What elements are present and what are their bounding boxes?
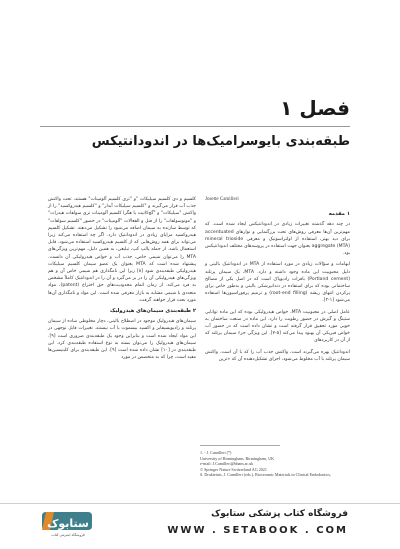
paragraph: عامل اصلی در محبوبیت MTA، خواص هیدرولیکی بوده که این ماده توانایی ستینگ و گیرش در حضور رطوبت را دارد. این ماده در صنعت ساختمان به خوبی مورد تحقیق قرار گرفته است و نشان داده است که در حضور آب خواص فیزیکی آن بهبود پیدا می‌کند [۵-۷]. این ویژگی جزء سیمان پرتلند که از آن در کاربردهای xyxy=(205,309,351,344)
right-column xyxy=(205,196,350,367)
paragraph: اندودانتیک بهره می‌گیرند است، واکنش جذب آب را که با آن است. واکنش سیمان پرتلند با آب مخلوط می‌شود، اجزای تشکیل‌دهنده آن که ‌‌‌«ترین xyxy=(205,349,350,362)
footer-divider xyxy=(0,503,400,504)
footnote-line: © Springer Nature Switzerland AG 2021 xyxy=(200,466,267,472)
paragraph: سیمان‌های هیدرولیک موجود در اصطلاح بالینی، دچار مخلوطی ساده از سیمان پرتلند و رادیوپسیفایر و اکسید بیسموت با آب نیستند. تغییرات قابل توجهی در این مواد ایجاد شده است و بنابراین وجود یک طبقه‌بندی ضروری است [۹]. سیمان‌های هیدرولیک را می‌توان بسته به نوع استفاده طبقه‌بندی کرد. این طبقه‌بندی در [۱۰] نشان داده شده است [۹]. این طبقه‌بندی برای کلینیسین‌ها مفید است، چرا که به متخصص در مورد xyxy=(48,319,196,361)
store-name: فروشگاه کتاب پزشکی ستابوک xyxy=(211,509,348,519)
footnote-line: S. Drukteinis, J. Camilleri (eds.), Bioceramic Materials in Clinical Endodontics, xyxy=(200,472,332,478)
store-url-link[interactable]: WWW . SETABOOK . COM xyxy=(167,525,348,536)
footnote-line: 1. - J. Camilleri (*) xyxy=(200,450,232,455)
paragraph: در چند دهه گذشته تغییرات زیادی در اندودانتیکس ایجاد شده است. که مهم‌ترین آن‌ها معرفی روش‌های تحت بزرگنمایی و نوارهای accentuated برای دید بهتر، استفاده از اولتراسونیک و معرفی mineral trioxide aggregate (MTA) بعنوان جهت استفاده در پروسه‌های مختلف اندودانتیکس بود. xyxy=(205,222,350,257)
chapter-title: طبقه‌بندی بایوسرامیک‌ها در اندودانتیکس xyxy=(91,134,350,149)
footnotes xyxy=(200,450,350,478)
footnote-line: University of Birmingham, Birmingham, UK xyxy=(200,455,275,461)
paragraph: ابهامات و سؤالات زیادی در مورد استفاده از MTA در اندودانتیک بالینی و دلیل محبوبیت این ماده وجود داشته و دارد. MTA، یک سیمان پرتلند (Portland cement) بافرات رادیوپاک است که در اصل یکی از مصالح ساختمانی بوده که برای استفاده در دندانپزشکی بالینی و به‌طور خاص برای پرکردن انتهای ریشه (root-end filling) و ترمیم پرفوراسیون‌ها استفاده می‌شود [۱-۲]. xyxy=(205,262,351,304)
section-heading-intro: ۱ مقدمه xyxy=(328,211,350,218)
paragraph: کلسیم و دی کلسیم سیلیکات "و "تری کلسیم آلومینات" هستند، تحت واکنش جذب آب قرار می‌گیرند و "کلسیم سیلیکات آبدار" و "کلسیم هیدروکسید" را از واکنش "سیلیکات" و "گچ‌کاتیت یا هگزا کلسیم آلومینات تری سولفات هیدرات" و "مونوسولفات" را از فنل و الفعالات "آلومینات" در حضور "کلسیم سولفات" که توسط سازنده به سیمان اضافه می‌شود را تشکیل می‌دهند. تشکیل کلسیم هیدروکسید مزایای زیادی در اندودانتیک دارد. اگر چه استفاده می‌کند زیرا می‌تواند برای همه روش‌هایی که از کلسیم هیدروکسید استفاده می‌شود، قابل استعمال باشد. از جمله پالپ کپ، تبلیغی، به همین دلیل، مهم‌ترین ویژگی‌های MTA را می‌توان شیمی خاص، جذب آب و خواص هیدرولیکی آن دانست. پیشنهاد شده است که MTA بعنوان یک عضو سیمان کلسیم سیلیکات هیدرولیکی طبقه‌بندی شود [۸] زیرا این نامگذاری هم شیمی خاص آن و هم ویژگی‌های هیدرولیکی آن را در بر می‌گیرد و آن را در اندودانتیک کاملاً مشخص به فرد می‌کند. از زمان اتمام محدودیت‌های حق اختراع (patent)، مواد متعددی با شیمی مشابه به بازار معرفی شده است. این مواد و نامگذاری آن‌ها مورد بحث قرار خواهند گرفت. xyxy=(48,197,197,303)
chapter-divider xyxy=(40,126,350,127)
footnote-divider xyxy=(200,445,280,446)
logo-tagline: فروشگاه اینترنتی کتاب xyxy=(51,533,85,537)
author-name: Josette Camilleri xyxy=(205,197,239,202)
chapter-number: فصل ۱ xyxy=(280,96,350,120)
section-heading-classification: ۲ طبقه‌بندی سیمان‌های هیدرولیک xyxy=(110,308,196,315)
left-column xyxy=(48,196,196,365)
logo-text: ستابوک xyxy=(47,517,89,530)
footnote-line: e-mail: J.Camilleri@bham.ac.uk xyxy=(200,461,254,467)
store-logo[interactable] xyxy=(40,508,94,542)
